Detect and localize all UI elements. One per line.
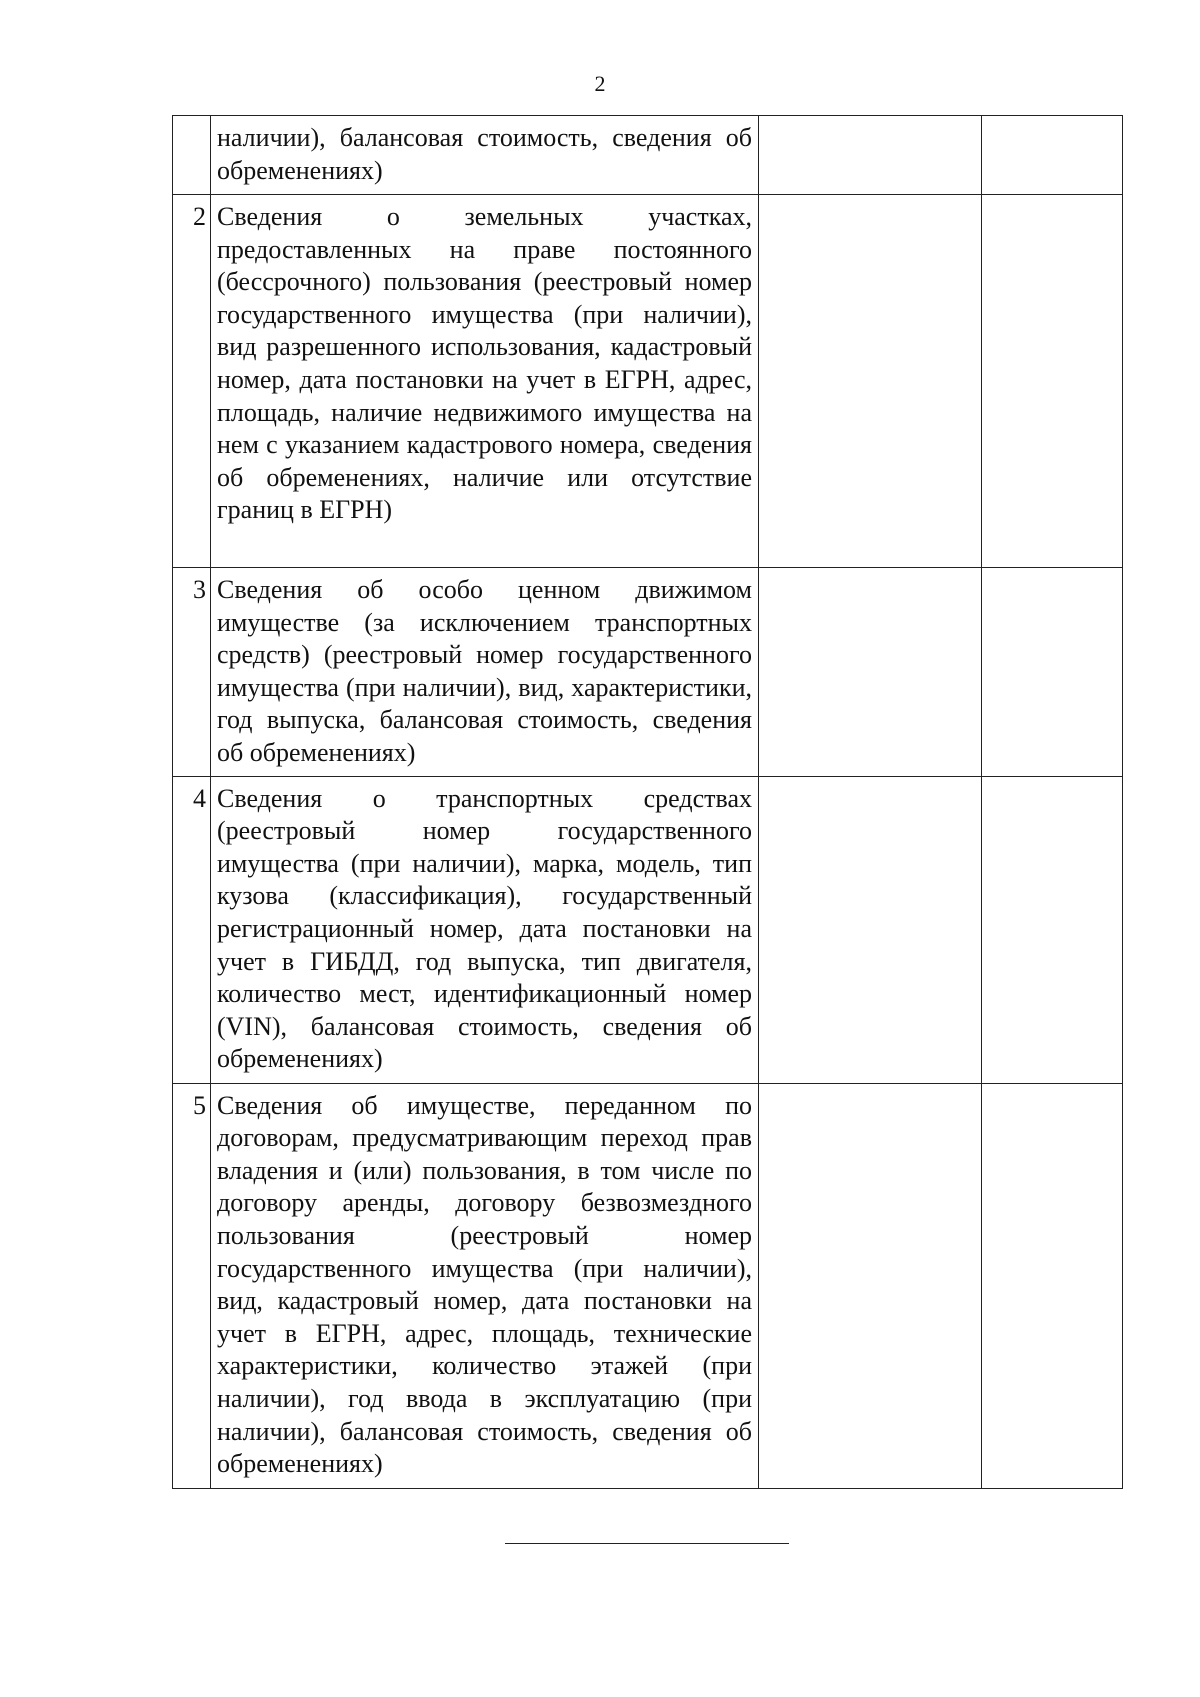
table-row [173, 568, 1123, 777]
row-description-cell: наличии), балансовая стоимость, сведения об обременениях) [211, 116, 759, 195]
property-info-table [172, 115, 1123, 1489]
row-description-cell: Сведения о транспортных средствах (реестровый номер государственного имущества (при наличии), марка, модель, тип кузова (классификация), государственный регистрационный номер, дата постановки на учет в ГИБДД, год выпуска, тип двигателя, количество мест, идентификационный номер (VIN), балансовая стоимость, сведения об обременениях) [211, 776, 759, 1083]
row-number-cell [173, 116, 211, 195]
row-number-cell: 2 [173, 195, 211, 568]
table-row [173, 776, 1123, 1083]
page-number: 2 [594, 71, 606, 96]
empty-note-cell [982, 568, 1123, 777]
row-number-cell: 4 [173, 776, 211, 1083]
table-row [173, 1083, 1123, 1488]
row-description-cell: Сведения об имуществе, переданном по договорам, предусматривающим переход прав владения и (или) пользования, в том числе по договору аренды, договору безвозмездного пользования (реестровый номер государственного имущества (при наличии), вид, кадастровый номер, дата постановки на учет в ЕГРН, адрес, площадь, технические характеристики, количество этажей (при наличии), год ввода в эксплуатацию (при наличии), балансовая стоимость, сведения об обременениях) [211, 1083, 759, 1488]
empty-value-cell [759, 568, 982, 777]
empty-value-cell [759, 116, 982, 195]
row-number-cell: 3 [173, 568, 211, 777]
end-of-document-rule [505, 1543, 789, 1544]
table-row [173, 195, 1123, 568]
table-row [173, 116, 1123, 195]
empty-value-cell [759, 776, 982, 1083]
empty-note-cell [982, 776, 1123, 1083]
empty-value-cell [759, 195, 982, 568]
row-description-cell: Сведения об особо ценном движимом имуществе (за исключением транспортных средств) (реестровый номер государственного имущества (при наличии), вид, характеристики, год выпуска, балансовая стоимость, сведения об обременениях) [211, 568, 759, 777]
row-description-cell: Сведения о земельных участках, предоставленных на праве постоянного (бессрочного) пользования (реестровый номер государственного имущества (при наличии), вид разрешенного использования, кадастровый номер, дата постановки на учет в ЕГРН, адрес, площадь, наличие недвижимого имущества на нем с указанием кадастрового номера, сведения об обременениях, наличие или отсутствие границ в ЕГРН) [211, 195, 759, 568]
empty-note-cell [982, 1083, 1123, 1488]
row-number-cell: 5 [173, 1083, 211, 1488]
empty-note-cell [982, 116, 1123, 195]
empty-note-cell [982, 195, 1123, 568]
empty-value-cell [759, 1083, 982, 1488]
